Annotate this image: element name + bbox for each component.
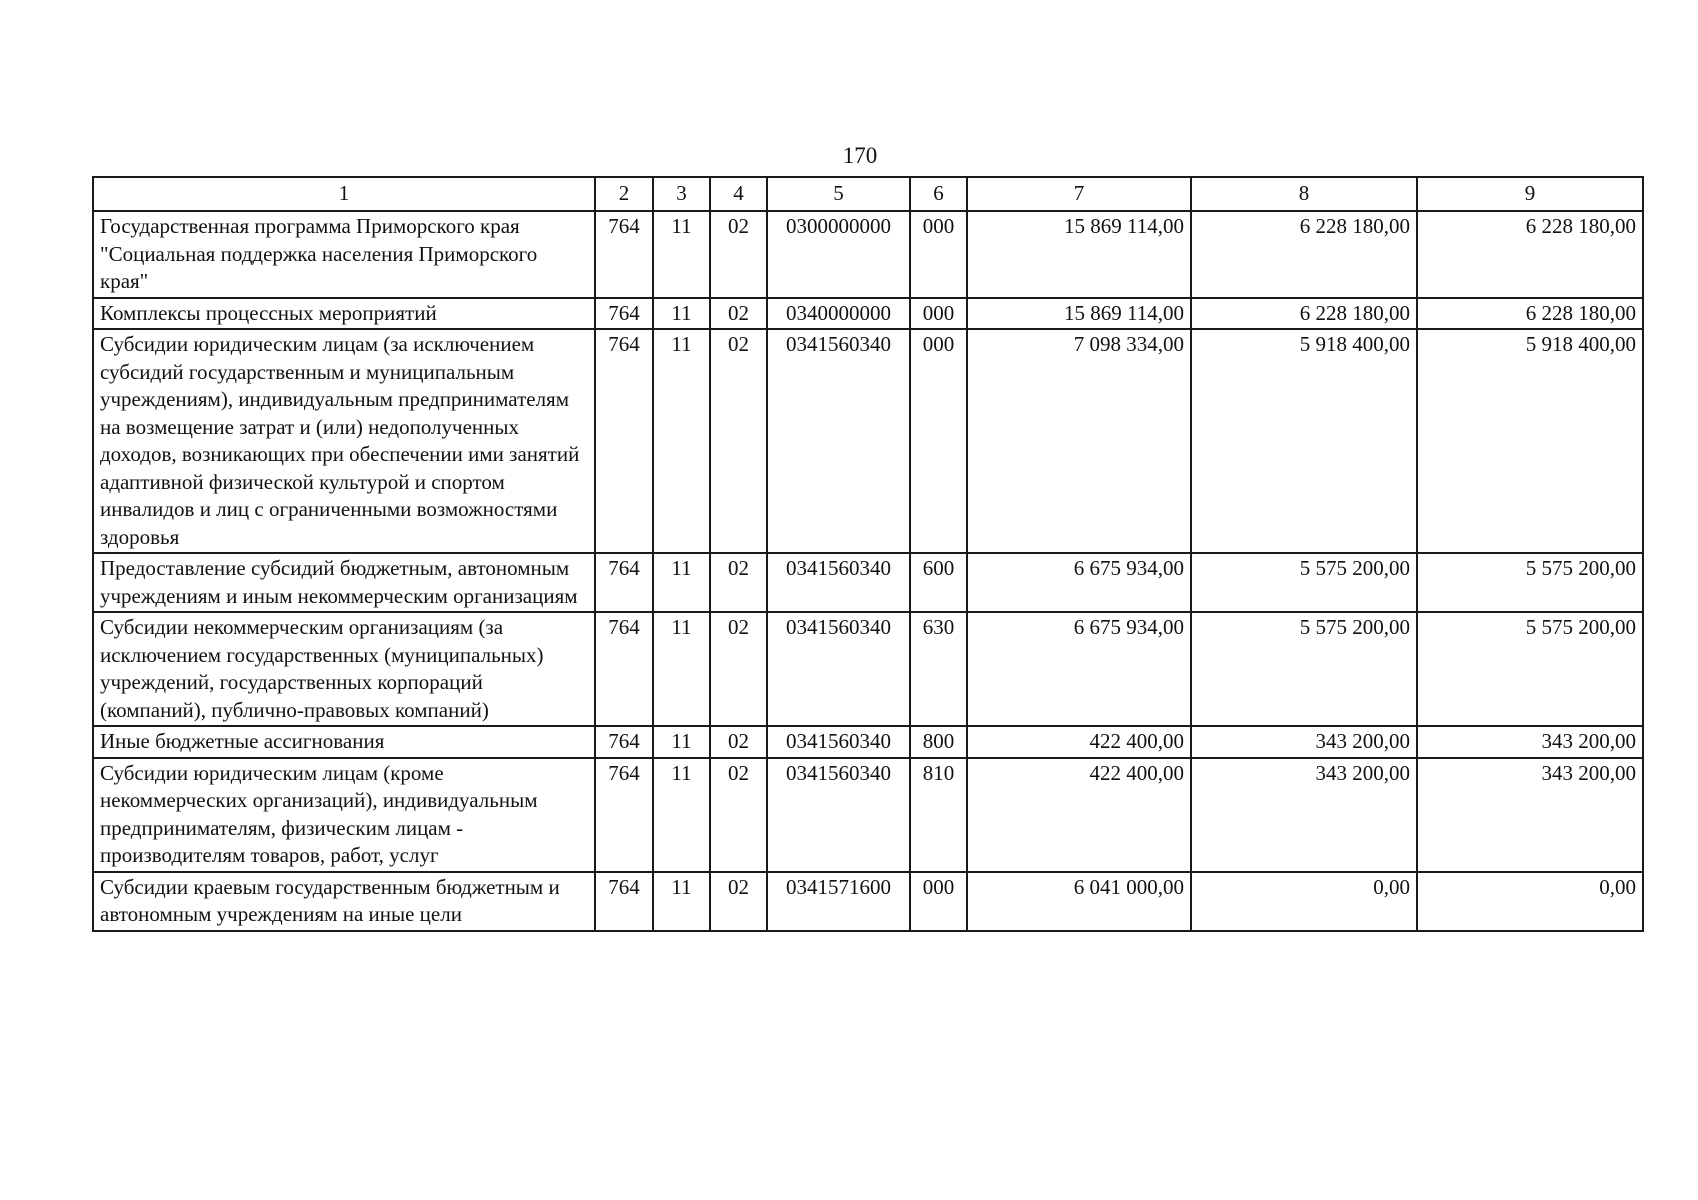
header-col-8: 8 (1191, 177, 1417, 211)
row-code-subsection: 02 (710, 553, 767, 612)
row-name: Иные бюджетные ассигнования (93, 726, 595, 758)
row-name: Субсидии краевым государственным бюджетным и автономным учреждениям на иные цели (93, 872, 595, 931)
row-amount-col9: 6 228 180,00 (1417, 211, 1643, 298)
table-row (93, 758, 1643, 872)
budget-table (92, 176, 1644, 932)
header-col-6: 6 (910, 177, 967, 211)
row-code-ministry: 764 (595, 553, 653, 612)
row-code-subsection: 02 (710, 726, 767, 758)
row-code-ministry: 764 (595, 758, 653, 872)
row-code-target: 0341560340 (767, 612, 910, 726)
row-amount-col8: 343 200,00 (1191, 758, 1417, 872)
row-code-ministry: 764 (595, 329, 653, 553)
row-code-target: 0341560340 (767, 553, 910, 612)
table-row (93, 553, 1643, 612)
header-col-3: 3 (653, 177, 710, 211)
row-amount-col7: 422 400,00 (967, 758, 1191, 872)
row-code-subsection: 02 (710, 329, 767, 553)
row-code-ministry: 764 (595, 612, 653, 726)
row-code-section: 11 (653, 298, 710, 330)
row-amount-col9: 5 575 200,00 (1417, 612, 1643, 726)
row-code-target: 0300000000 (767, 211, 910, 298)
row-amount-col9: 0,00 (1417, 872, 1643, 931)
row-code-expense-type: 000 (910, 211, 967, 298)
row-amount-col8: 0,00 (1191, 872, 1417, 931)
row-amount-col7: 6 675 934,00 (967, 612, 1191, 726)
header-col-1: 1 (93, 177, 595, 211)
row-code-section: 11 (653, 612, 710, 726)
row-amount-col7: 6 675 934,00 (967, 553, 1191, 612)
row-amount-col8: 5 575 200,00 (1191, 553, 1417, 612)
row-code-ministry: 764 (595, 211, 653, 298)
row-amount-col7: 422 400,00 (967, 726, 1191, 758)
row-name: Предоставление субсидий бюджетным, автономным учреждениям и иным некоммерческим организациям (93, 553, 595, 612)
row-code-section: 11 (653, 553, 710, 612)
row-code-expense-type: 810 (910, 758, 967, 872)
row-code-section: 11 (653, 211, 710, 298)
table-row (93, 612, 1643, 726)
row-code-expense-type: 000 (910, 298, 967, 330)
row-name: Субсидии юридическим лицам (кроме некоммерческих организаций), индивидуальным предпринимателям, физическим лицам - производителям товаров, работ, услуг (93, 758, 595, 872)
row-amount-col9: 6 228 180,00 (1417, 298, 1643, 330)
table-row (93, 211, 1643, 298)
row-code-section: 11 (653, 329, 710, 553)
row-amount-col9: 5 918 400,00 (1417, 329, 1643, 553)
row-amount-col8: 5 575 200,00 (1191, 612, 1417, 726)
row-code-section: 11 (653, 872, 710, 931)
table-body (93, 211, 1643, 931)
row-amount-col7: 7 098 334,00 (967, 329, 1191, 553)
header-col-5: 5 (767, 177, 910, 211)
table-row (93, 726, 1643, 758)
row-code-target: 0341560340 (767, 329, 910, 553)
row-code-expense-type: 600 (910, 553, 967, 612)
row-name: Комплексы процессных мероприятий (93, 298, 595, 330)
header-col-7: 7 (967, 177, 1191, 211)
row-code-expense-type: 000 (910, 872, 967, 931)
header-col-4: 4 (710, 177, 767, 211)
table-row (93, 329, 1643, 553)
row-amount-col7: 6 041 000,00 (967, 872, 1191, 931)
row-amount-col7: 15 869 114,00 (967, 211, 1191, 298)
page-number: 170 (842, 143, 878, 168)
row-name: Субсидии юридическим лицам (за исключением субсидий государственным и муниципальным учреждениям), индивидуальным предпринимателям на возмещение затрат и (или) недополученных доходов, возникающих при обеспечении ими занятий адаптивной физической культурой и спортом инвалидов и лиц с ограниченными возможностями здоровья (93, 329, 595, 553)
row-code-ministry: 764 (595, 298, 653, 330)
row-code-section: 11 (653, 758, 710, 872)
row-code-expense-type: 000 (910, 329, 967, 553)
row-amount-col7: 15 869 114,00 (967, 298, 1191, 330)
row-code-expense-type: 800 (910, 726, 967, 758)
row-amount-col9: 343 200,00 (1417, 726, 1643, 758)
row-amount-col9: 5 575 200,00 (1417, 553, 1643, 612)
row-amount-col8: 6 228 180,00 (1191, 211, 1417, 298)
row-code-target: 0341560340 (767, 758, 910, 872)
row-code-subsection: 02 (710, 872, 767, 931)
table-row (93, 872, 1643, 931)
row-code-target: 0341571600 (767, 872, 910, 931)
table-row (93, 298, 1643, 330)
row-code-section: 11 (653, 726, 710, 758)
row-code-subsection: 02 (710, 612, 767, 726)
row-code-expense-type: 630 (910, 612, 967, 726)
row-code-subsection: 02 (710, 758, 767, 872)
row-code-subsection: 02 (710, 211, 767, 298)
row-amount-col9: 343 200,00 (1417, 758, 1643, 872)
row-name: Государственная программа Приморского края "Социальная поддержка населения Приморского края" (93, 211, 595, 298)
header-col-9: 9 (1417, 177, 1643, 211)
row-code-target: 0340000000 (767, 298, 910, 330)
row-amount-col8: 5 918 400,00 (1191, 329, 1417, 553)
row-code-target: 0341560340 (767, 726, 910, 758)
row-code-subsection: 02 (710, 298, 767, 330)
row-amount-col8: 6 228 180,00 (1191, 298, 1417, 330)
header-col-2: 2 (595, 177, 653, 211)
row-code-ministry: 764 (595, 726, 653, 758)
header-row (93, 177, 1643, 211)
row-name: Субсидии некоммерческим организациям (за исключением государственных (муниципальных) учреждений, государственных корпораций (компаний), публично-правовых компаний) (93, 612, 595, 726)
row-amount-col8: 343 200,00 (1191, 726, 1417, 758)
table-header (93, 177, 1643, 211)
row-code-ministry: 764 (595, 872, 653, 931)
